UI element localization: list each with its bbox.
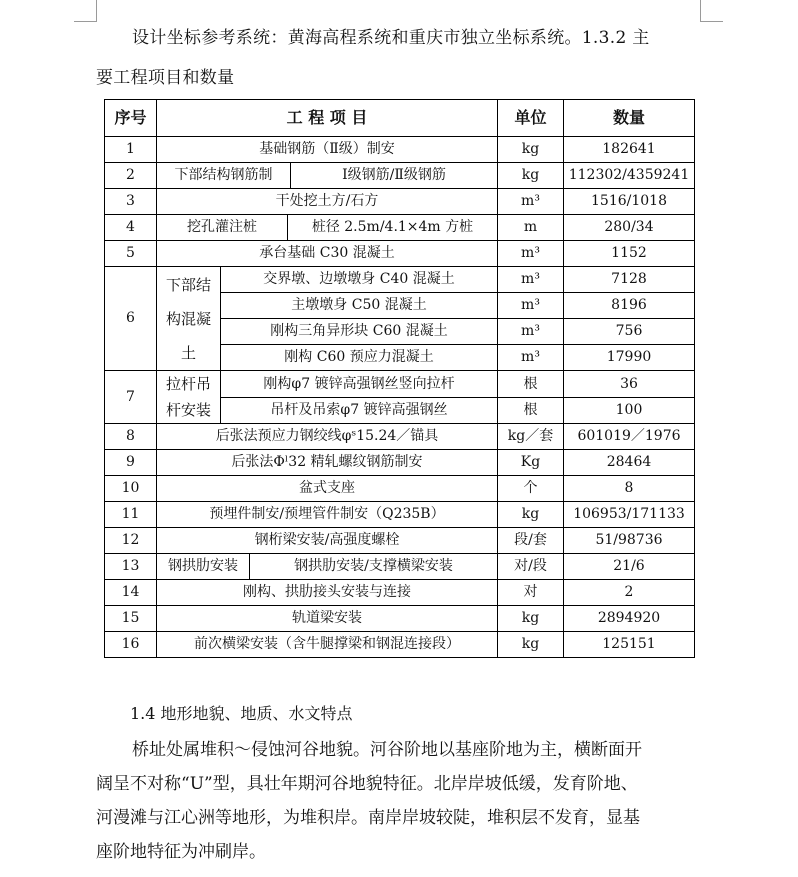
cell-unit: kg／套 bbox=[498, 424, 564, 450]
cell-unit: m³ bbox=[498, 345, 564, 371]
header-qty: 数量 bbox=[564, 100, 695, 137]
cell-qty: 2894920 bbox=[564, 606, 695, 632]
body-line-4: 座阶地特征为冲刷岸。 bbox=[96, 842, 266, 862]
cell-qty: 17990 bbox=[564, 345, 695, 371]
cell-qty: 1152 bbox=[564, 241, 695, 267]
cell-unit: 段/套 bbox=[498, 528, 564, 554]
cell-no: 11 bbox=[105, 502, 157, 528]
body-line-1: 桥址处属堆积～侵蚀河谷地貌。河谷阶地以基座阶地为主，横断面开 bbox=[132, 740, 642, 760]
cell-qty: 8196 bbox=[564, 293, 695, 319]
cell-unit: 个 bbox=[498, 476, 564, 502]
table-row bbox=[105, 371, 695, 398]
table-row bbox=[105, 189, 695, 215]
cell-qty: 36 bbox=[564, 371, 695, 398]
body-line-2: 阔呈不对称“U”型，具壮年期河谷地貌特征。北岸岸坡低缓，发育阶地、 bbox=[96, 774, 638, 794]
body-line-3: 河漫滩与江心洲等地形，为堆积岸。南岸岸坡较陡，堆积层不发育，显基 bbox=[96, 808, 640, 828]
table-header-row bbox=[105, 100, 695, 137]
cell-unit: 根 bbox=[498, 371, 564, 398]
margin-mark-top-left-h bbox=[74, 21, 96, 22]
cell-item: 刚构、拱肋接头安装与连接 bbox=[157, 580, 498, 606]
cell-item: 预埋件制安/预埋管件制安（Q235B） bbox=[157, 502, 498, 528]
header-no: 序号 bbox=[105, 100, 157, 137]
cell-unit: kg bbox=[498, 163, 564, 189]
table-row bbox=[105, 502, 695, 528]
margin-mark-top-right-h bbox=[701, 21, 723, 22]
cell-qty: 100 bbox=[564, 397, 695, 424]
table-row bbox=[105, 215, 695, 241]
cell-no: 16 bbox=[105, 632, 157, 658]
table-row bbox=[105, 137, 695, 163]
cell-unit: m³ bbox=[498, 267, 564, 293]
cell-item: 钢桁梁安装/高强度螺栓 bbox=[157, 528, 498, 554]
cell-category: 挖孔灌注桩 bbox=[157, 215, 288, 240]
cell-unit: m³ bbox=[498, 319, 564, 345]
cell-unit: 根 bbox=[498, 397, 564, 424]
table-row bbox=[105, 163, 695, 189]
cell-qty: 21/6 bbox=[564, 554, 695, 580]
cell-unit: 对 bbox=[498, 580, 564, 606]
cell-unit: m³ bbox=[498, 189, 564, 215]
cell-split bbox=[157, 554, 498, 580]
cell-qty: 756 bbox=[564, 319, 695, 345]
cell-item: 交界墩、边墩墩身 C40 混凝土 bbox=[221, 267, 498, 293]
section-body bbox=[96, 733, 702, 869]
cell-qty: 280/34 bbox=[564, 215, 695, 241]
cell-item: 前次横梁安装（含牛腿撑梁和钢混连接段） bbox=[157, 632, 498, 658]
cell-item: 钢拱肋安装/支撑横梁安装 bbox=[294, 558, 453, 575]
cell-unit: kg bbox=[498, 632, 564, 658]
cell-unit: kg bbox=[498, 502, 564, 528]
table-row bbox=[105, 476, 695, 502]
cell-qty: 8 bbox=[564, 476, 695, 502]
intro-line-1: 设计坐标参考系统：黄海高程系统和重庆市独立坐标系统。1.3.2 主 bbox=[132, 28, 650, 48]
table-row bbox=[105, 424, 695, 450]
cell-qty: 601019／1976 bbox=[564, 424, 695, 450]
table-row bbox=[105, 450, 695, 476]
cell-qty: 182641 bbox=[564, 137, 695, 163]
cell-no: 15 bbox=[105, 606, 157, 632]
cell-category: 下部结构钢筋制 bbox=[157, 163, 291, 188]
table-row bbox=[105, 632, 695, 658]
cell-item: 桩径 2.5m/4.1×4m 方桩 bbox=[311, 219, 474, 236]
header-item: 工 程 项 目 bbox=[157, 100, 498, 137]
cell-no: 7 bbox=[105, 371, 157, 424]
cell-unit: 对/段 bbox=[498, 554, 564, 580]
cell-unit: kg bbox=[498, 606, 564, 632]
cell-item: 干处挖土方/石方 bbox=[157, 189, 498, 215]
cell-qty: 7128 bbox=[564, 267, 695, 293]
cell-qty: 125151 bbox=[564, 632, 695, 658]
cell-item: 后张法预应力钢绞线φˢ15.24／锚具 bbox=[157, 424, 498, 450]
cell-no: 1 bbox=[105, 137, 157, 163]
cell-unit: m³ bbox=[498, 293, 564, 319]
cell-item: 刚构φ7 镀锌高强钢丝竖向拉杆 bbox=[221, 371, 498, 398]
cell-no: 14 bbox=[105, 580, 157, 606]
cell-split bbox=[157, 163, 498, 189]
cell-item: 承台基础 C30 混凝土 bbox=[157, 241, 498, 267]
table-row bbox=[105, 580, 695, 606]
table-row bbox=[105, 241, 695, 267]
cell-unit: kg bbox=[498, 137, 564, 163]
cell-no: 2 bbox=[105, 163, 157, 189]
intro-line-2: 要工程项目和数量 bbox=[96, 68, 235, 88]
table-row bbox=[105, 267, 695, 293]
cell-qty: 106953/171133 bbox=[564, 502, 695, 528]
cell-item: Ⅰ级钢筋/Ⅱ级钢筋 bbox=[342, 167, 446, 184]
cell-item: 刚构三角异形块 C60 混凝土 bbox=[221, 319, 498, 345]
cell-unit: Kg bbox=[498, 450, 564, 476]
cell-qty: 2 bbox=[564, 580, 695, 606]
cell-no: 6 bbox=[105, 267, 157, 371]
cell-no: 3 bbox=[105, 189, 157, 215]
cell-qty: 112302/4359241 bbox=[564, 163, 695, 189]
cell-item: 基础钢筋（Ⅱ级）制安 bbox=[157, 137, 498, 163]
cell-no: 5 bbox=[105, 241, 157, 267]
cell-category: 拉杆吊杆安装 bbox=[157, 371, 221, 424]
cell-item: 盆式支座 bbox=[157, 476, 498, 502]
table-row bbox=[105, 606, 695, 632]
quantity-table bbox=[104, 99, 695, 658]
cell-no: 13 bbox=[105, 554, 157, 580]
cell-item: 轨道梁安装 bbox=[157, 606, 498, 632]
header-unit: 单位 bbox=[498, 100, 564, 137]
cell-unit: m³ bbox=[498, 241, 564, 267]
cell-no: 8 bbox=[105, 424, 157, 450]
section-title: 1.4 地形地貌、地质、水文特点 bbox=[130, 704, 353, 723]
cell-qty: 1516/1018 bbox=[564, 189, 695, 215]
cell-split bbox=[157, 215, 498, 241]
cell-unit: m bbox=[498, 215, 564, 241]
cell-no: 10 bbox=[105, 476, 157, 502]
cell-item: 刚构 C60 预应力混凝土 bbox=[221, 345, 498, 371]
cell-category: 钢拱肋安装 bbox=[157, 554, 250, 579]
cell-no: 12 bbox=[105, 528, 157, 554]
table-row bbox=[105, 528, 695, 554]
intro-paragraph bbox=[96, 18, 702, 98]
cell-qty: 28464 bbox=[564, 450, 695, 476]
cell-item: 主墩墩身 C50 混凝土 bbox=[221, 293, 498, 319]
cell-item: 后张法Φˡ32 精轧螺纹钢筋制安 bbox=[157, 450, 498, 476]
cell-no: 4 bbox=[105, 215, 157, 241]
cell-item: 吊杆及吊索φ7 镀锌高强钢丝 bbox=[221, 397, 498, 424]
cell-qty: 51/98736 bbox=[564, 528, 695, 554]
table-row bbox=[105, 554, 695, 580]
cell-no: 9 bbox=[105, 450, 157, 476]
cell-category: 下部结构混凝土 bbox=[157, 267, 221, 371]
